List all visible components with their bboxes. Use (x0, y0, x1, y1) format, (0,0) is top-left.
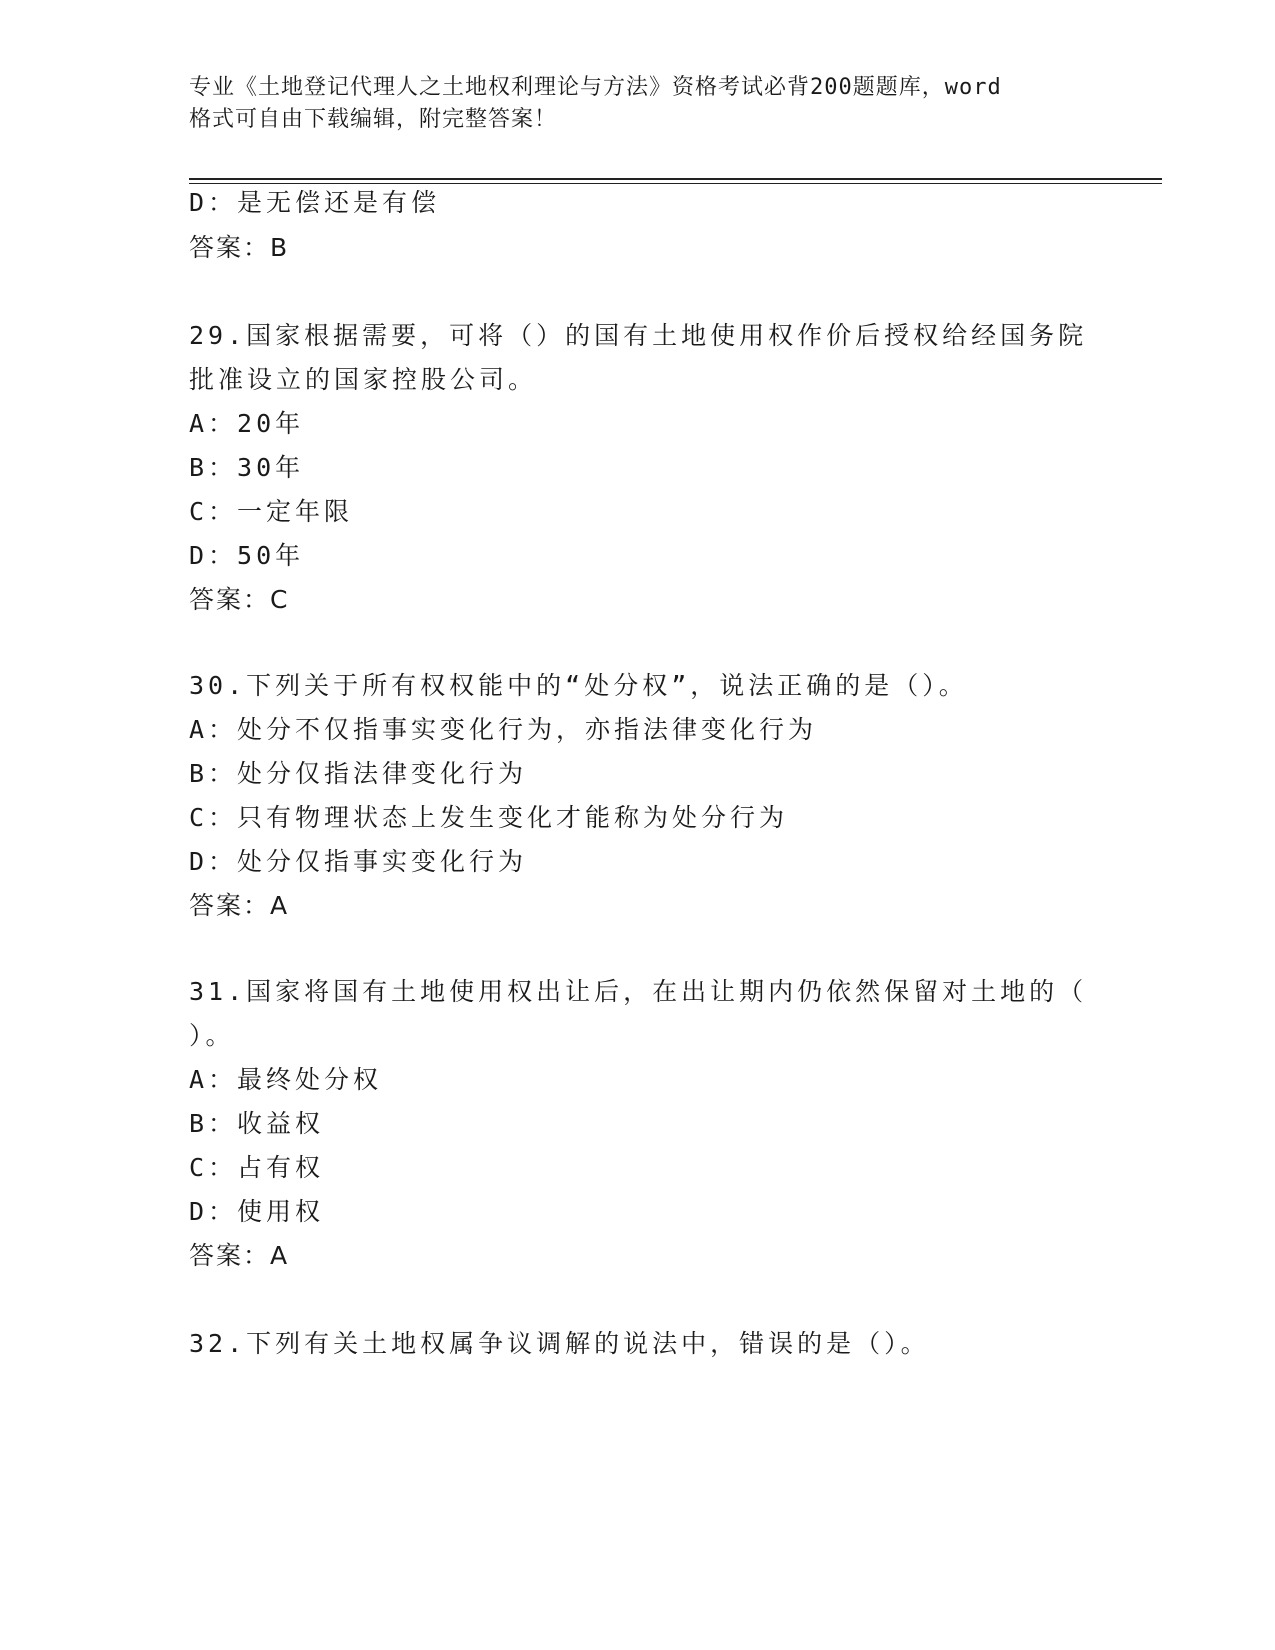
question-30-option-d: D：处分仅指事实变化行为 (189, 847, 528, 876)
header-divider-thin (189, 183, 1162, 184)
question-32-stem-line-1: 32.下列有关土地权属争议调解的说法中，错误的是（）。 (189, 1329, 930, 1358)
question-30-answer: 答案：A (189, 891, 290, 920)
question-31-option-c: C：占有权 (189, 1153, 325, 1182)
question-29-option-b: B：30年 (189, 453, 305, 482)
question-29-option-d: D：50年 (189, 541, 305, 570)
question-31-stem-line-2: ）。 (189, 1021, 235, 1050)
question-31-option-d: D：使用权 (189, 1197, 325, 1226)
question-30-option-b: B：处分仅指法律变化行为 (189, 759, 528, 788)
prev-option-d: D：是无偿还是有偿 (189, 188, 441, 217)
question-29-option-c: C：一定年限 (189, 497, 354, 526)
header-title-line-2: 格式可自由下载编辑，附完整答案！ (189, 107, 558, 132)
header-divider-thick (189, 178, 1162, 180)
question-31-answer: 答案：A (189, 1241, 290, 1270)
question-29-stem-line-2: 批准设立的国家控股公司。 (189, 365, 538, 394)
question-31-stem-line-1: 31.国家将国有土地使用权出让后，在出让期内仍依然保留对土地的（ (189, 977, 1088, 1006)
prev-answer: 答案：B (189, 233, 290, 262)
question-31-option-a: A：最终处分权 (189, 1065, 383, 1094)
question-29-option-a: A：20年 (189, 409, 305, 438)
question-30-option-c: C：只有物理状态上发生变化才能称为处分行为 (189, 803, 789, 832)
header-title-line-1: 专业《土地登记代理人之土地权利理论与方法》资格考试必背200题题库，word (189, 75, 1002, 100)
question-31-option-b: B：收益权 (189, 1109, 325, 1138)
question-29-answer: 答案：C (189, 585, 290, 614)
question-29-stem-line-1: 29.国家根据需要，可将（）的国有土地使用权作价后授权给经国务院 (189, 321, 1088, 350)
question-30-option-a: A：处分不仅指事实变化行为，亦指法律变化行为 (189, 715, 818, 744)
question-30-stem-line-1: 30.下列关于所有权权能中的“处分权”，说法正确的是（）。 (189, 671, 968, 700)
document-header (189, 72, 1089, 136)
